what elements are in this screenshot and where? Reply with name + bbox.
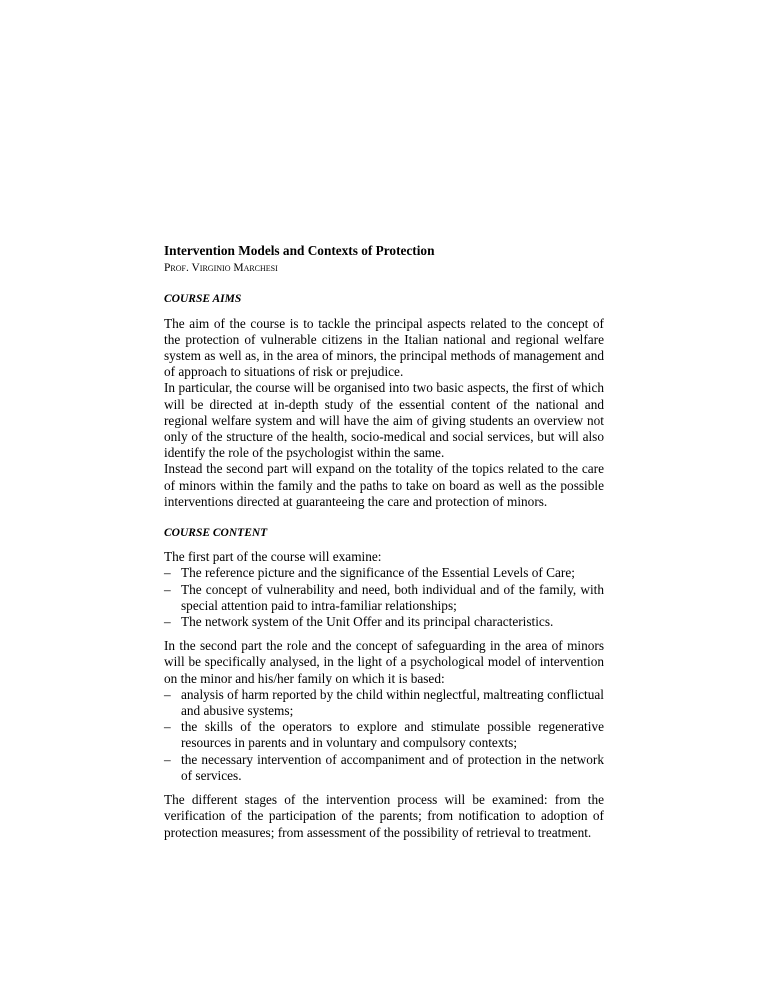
- list-item-text: the necessary intervention of accompaniment and of protection in the network of services.: [181, 751, 604, 783]
- course-description: [164, 243, 604, 841]
- professor-name: Prof. Virginio Marchesi: [164, 262, 278, 275]
- aims-paragraph: The aim of the course is to tackle the principal aspects related to the concept of the protection of vulnerable citizens in the Italian national and regional welfare system as well as, in the area of minors, the principal methods of management and of approach to situations of risk or prejudice.: [164, 315, 604, 380]
- part2-intro: In the second part the role and the concept of safeguarding in the area of minors will be specifically analysed, in the light of a psychological model of intervention on the minor and his/her family on which it is based:: [164, 638, 604, 686]
- part1-list: [164, 565, 604, 630]
- aims-paragraph: In particular, the course will be organised into two basic aspects, the first of which will be directed at in-depth study of the essential content of the national and regional welfare system and will have the aim of giving students an overview not only of the structure of the health, socio-medical and social services, but will also identify the role of the psychologist within the same.: [164, 380, 604, 461]
- dash-bullet: –: [164, 719, 171, 735]
- dash-bullet: –: [164, 686, 171, 702]
- part1-block: [164, 549, 604, 630]
- part2-block: [164, 638, 604, 784]
- part2-list: [164, 687, 604, 784]
- list-item: [164, 614, 604, 630]
- list-item-text: analysis of harm reported by the child within neglectful, maltreating conflictual and abusive systems;: [181, 686, 604, 719]
- part1-intro: The first part of the course will examine:: [164, 549, 382, 565]
- list-item-text: The concept of vulnerability and need, both individual and of the family, with special attention paid to intra-familiar relationships;: [181, 581, 604, 613]
- course-title: Intervention Models and Contexts of Protection: [164, 243, 435, 258]
- list-item: [164, 719, 604, 751]
- closing-paragraph: The different stages of the intervention process will be examined: from the verification of the participation of the parents; from notification to adoption of protection measures; from assessment of the possibility of retrieval to treatment.: [164, 792, 604, 840]
- dash-bullet: –: [164, 565, 171, 581]
- list-item-text: The reference picture and the significance of the Essential Levels of Care;: [181, 565, 575, 581]
- list-item: [164, 565, 604, 581]
- list-item-text: the skills of the operators to explore and stimulate possible regenerative resources in parents and in voluntary and compulsory contexts;: [181, 719, 604, 751]
- dash-bullet: –: [164, 614, 171, 630]
- list-item: [164, 582, 604, 614]
- list-item-text: The network system of the Unit Offer and its principal characteristics.: [181, 614, 554, 630]
- aims-paragraph: Instead the second part will expand on the totality of the topics related to the care of minors within the family and the paths to take on board as well as the possible interventions directed at guaranteeing the care and protection of minors.: [164, 461, 604, 509]
- list-item: [164, 752, 604, 784]
- course-aims-text: [164, 316, 604, 510]
- course-aims-heading: COURSE AIMS: [164, 293, 242, 306]
- dash-bullet: –: [164, 751, 171, 767]
- course-content-heading: COURSE CONTENT: [164, 527, 268, 540]
- dash-bullet: –: [164, 581, 171, 597]
- list-item: [164, 687, 604, 719]
